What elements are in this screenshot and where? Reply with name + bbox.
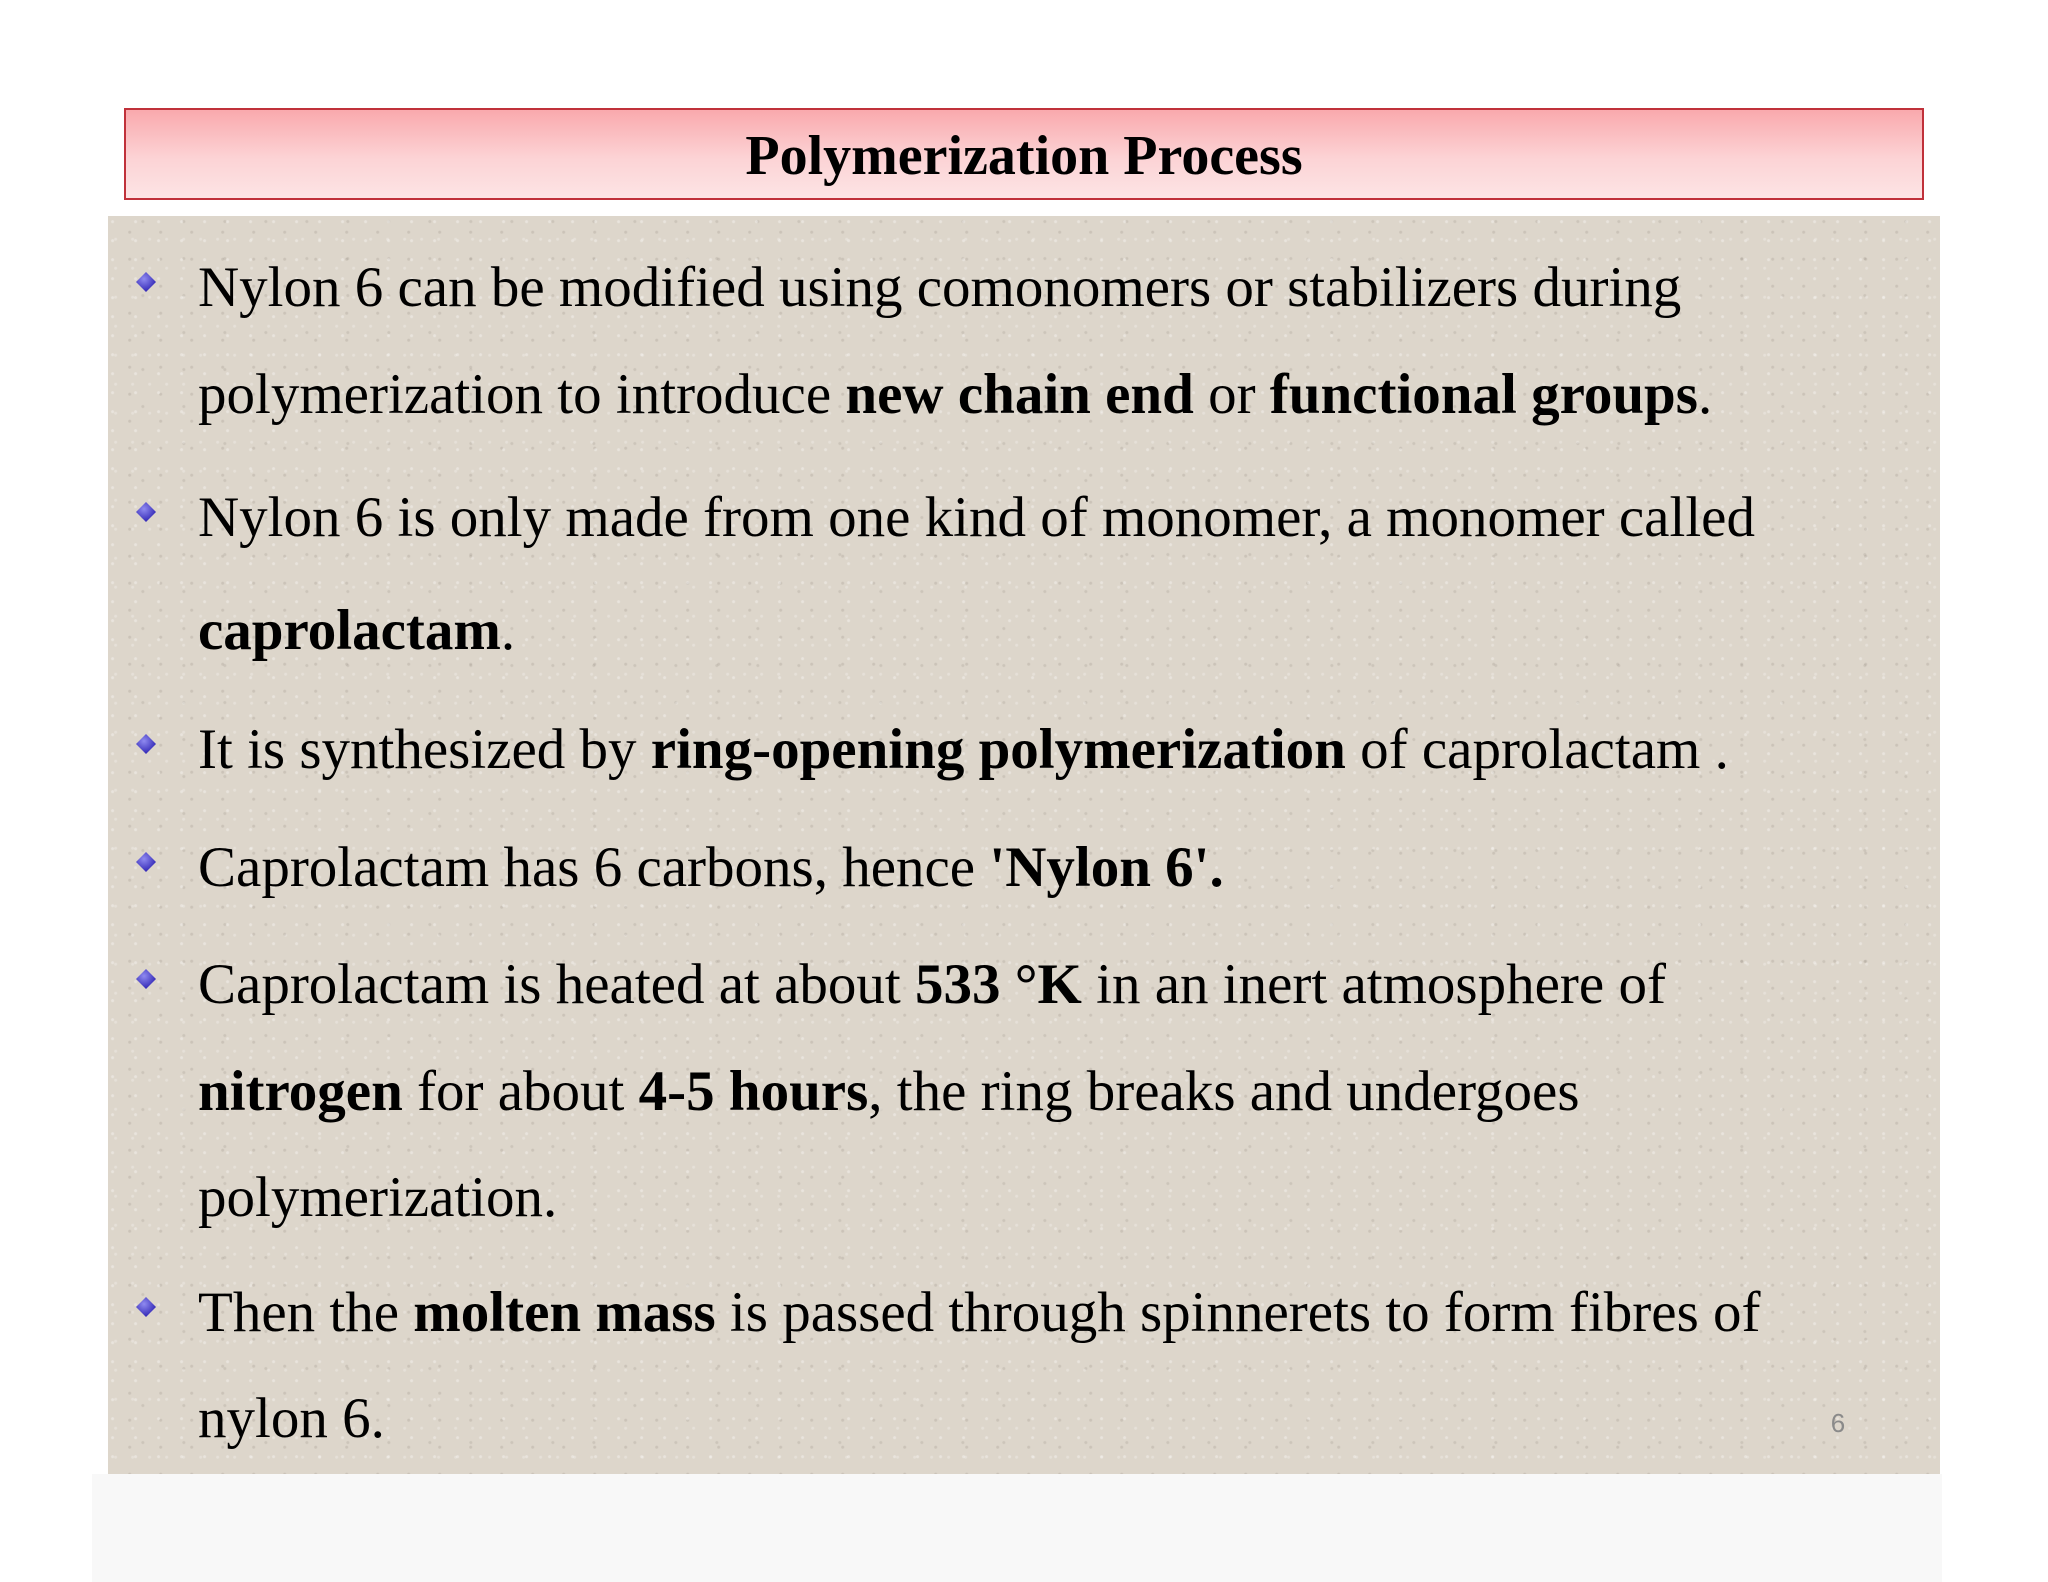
diamond-bullet-icon [136,734,156,754]
bullet-text-line [198,955,1666,1015]
emphasized-text: new chain end [845,363,1194,426]
emphasized-text: 'Nylon 6'. [989,836,1224,899]
text-segment: . [1697,363,1713,426]
title-banner [124,108,1924,200]
bullet-text-line [198,1062,1580,1122]
bullet-text-line [198,1283,1761,1343]
text-segment: It is synthesized by [198,718,651,781]
text-segment: nylon 6. [198,1387,385,1450]
text-segment: of caprolactam . [1345,718,1729,781]
diamond-bullet-icon [136,502,156,522]
bullet-text-line [198,720,1729,780]
bullet-text-line [198,258,1681,318]
text-segment: for about [402,1060,639,1123]
slide-title: Polymerization Process [745,125,1303,187]
text-segment: polymerization. [198,1166,558,1229]
bullet-text-line [198,838,1224,898]
emphasized-text: 533 °K [914,953,1082,1016]
text-segment: Caprolactam has 6 carbons, hence [198,836,990,899]
text-segment: is passed through spinnerets to form fibres of [715,1281,1761,1344]
text-segment: polymerization to introduce [198,363,846,426]
text-segment: Nylon 6 is only made from one kind of monomer, a monomer called [198,486,1755,549]
emphasized-text: functional groups [1269,363,1698,426]
text-segment: . [500,599,516,662]
text-segment: Nylon 6 can be modified using comonomers or stabilizers during [198,256,1682,319]
emphasized-text: ring-opening polymerization [650,718,1346,781]
emphasized-text: molten mass [413,1281,716,1344]
text-segment: Caprolactam is heated at about [198,953,915,1016]
diamond-bullet-icon [136,1297,156,1317]
text-segment: or [1193,363,1270,426]
bullet-text-line [198,1389,385,1449]
page-margin-shade [92,1474,1942,1582]
emphasized-text: nitrogen [198,1060,403,1123]
emphasized-text: 4-5 hours [638,1060,869,1123]
page-number: 6 [1830,1408,1846,1438]
diamond-bullet-icon [136,969,156,989]
emphasized-text: caprolactam [198,599,501,662]
bullet-text-line [198,365,1712,425]
bullet-text-line [198,1168,557,1228]
bullet-text-line [198,488,1755,548]
text-segment: , the ring breaks and undergoes [868,1060,1580,1123]
bullet-text-line [198,601,515,661]
diamond-bullet-icon [136,272,156,292]
text-segment: in an inert atmosphere of [1081,953,1666,1016]
text-segment: Then the [198,1281,414,1344]
diamond-bullet-icon [136,852,156,872]
